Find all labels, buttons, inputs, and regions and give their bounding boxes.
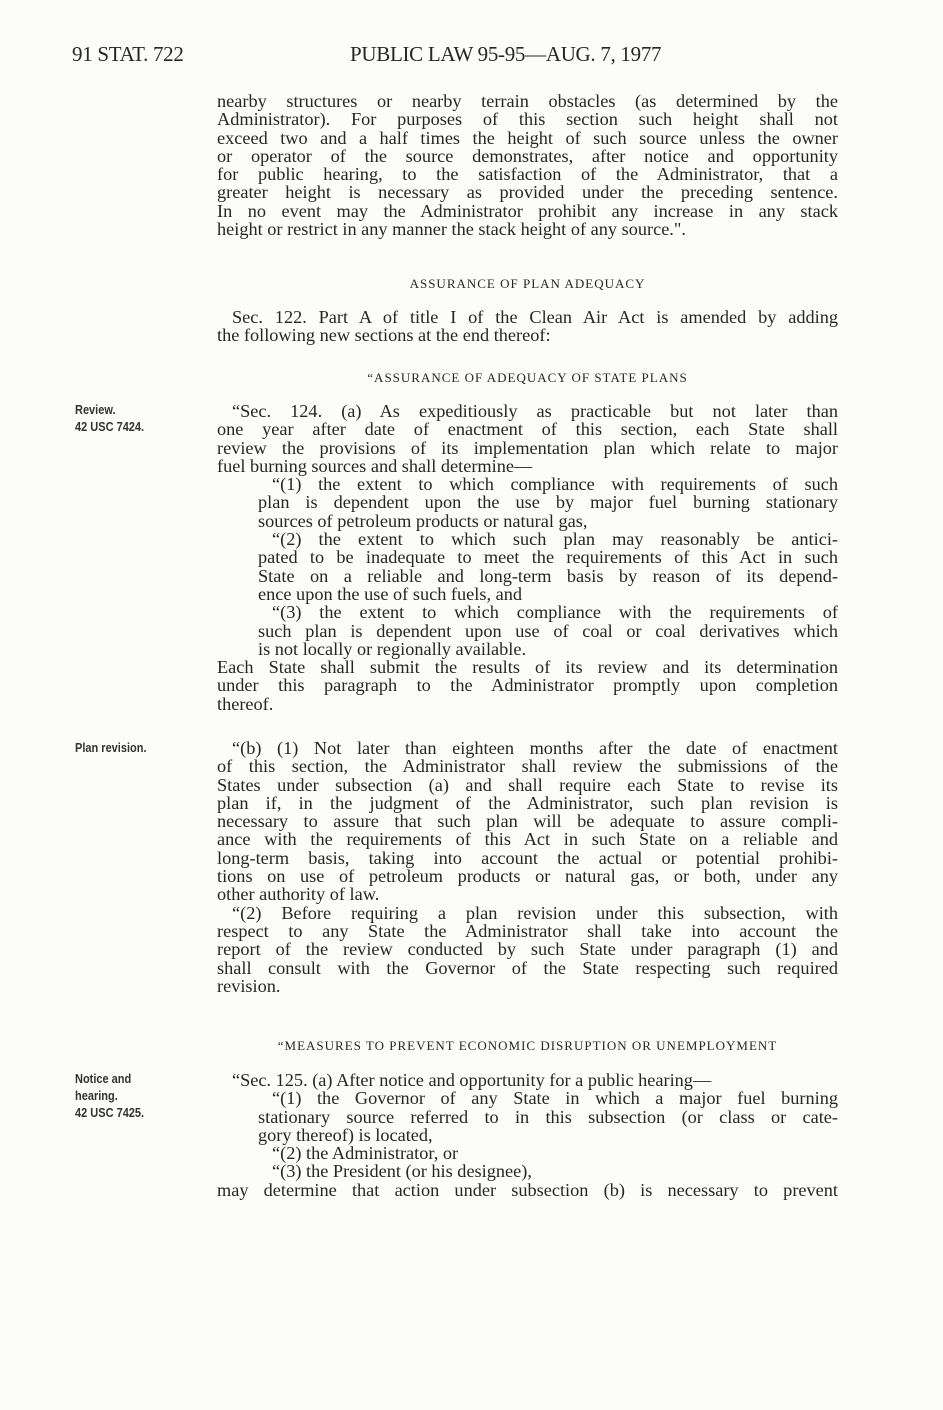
text-line: stationary source referred to in this subsection (or class or cate- xyxy=(258,1106,838,1127)
text-line: In no event may the Administrator prohibit any increase in any stack xyxy=(217,200,838,221)
text-line: Sec. 122. Part A of title I of the Clean Air Act is amended by adding xyxy=(232,307,838,327)
text-line: the following new sections at the end thereof: xyxy=(217,325,551,346)
text-line: Each State shall submit the results of its review and its determination xyxy=(217,657,838,678)
text-line: may determine that action under subsection (b) is necessary to prevent xyxy=(217,1179,838,1200)
text-line: height or restrict in any manner the stack height of any source.". xyxy=(217,219,686,240)
text-line: for public hearing, to the satisfaction of the Administrator, that a xyxy=(217,164,838,185)
text-line: is not locally or regionally available. xyxy=(258,638,527,659)
running-head: PUBLIC LAW 95-95—AUG. 7, 1977 xyxy=(350,42,662,66)
text-line: ance with the requirements of this Act in such State on a reliable and xyxy=(217,829,838,850)
text-line: “(3) the extent to which compliance with the requirements of xyxy=(272,602,838,623)
text-line: necessary to assure that such plan will be adequate to assure compli- xyxy=(217,811,838,832)
text-line: such plan is dependent upon use of coal or coal derivatives which xyxy=(258,620,838,641)
margin-note-line: Plan revision. xyxy=(75,741,147,755)
text-line: sources of petroleum products or natural gas, xyxy=(258,510,588,531)
text-line: under this paragraph to the Administrator promptly upon completion xyxy=(217,675,838,696)
margin-note-line: Review. xyxy=(75,403,116,417)
text-line: “Sec. 124. (a) As expeditiously as practicable but not later than xyxy=(232,401,838,421)
text-line: gory thereof) is located, xyxy=(258,1124,433,1145)
margin-note-review xyxy=(75,402,144,436)
text-line: ence upon the use of such fuels, and xyxy=(258,583,522,604)
text-line: States under subsection (a) and shall require each State to revise its xyxy=(217,774,838,795)
text-line: State on a reliable and long-term basis by reason of its depend- xyxy=(258,565,838,586)
margin-note-line: 42 USC 7425. xyxy=(75,1106,145,1120)
text-line: “(1) the Governor of any State in which a major fuel burning xyxy=(272,1088,838,1109)
text-line: nearby structures or nearby terrain obstacles (as determined by the xyxy=(217,91,838,111)
section-heading-state-plans: “ASSURANCE OF ADEQUACY OF STATE PLANS xyxy=(367,370,688,385)
text-block-sec-124a xyxy=(217,401,838,712)
text-line: “Sec. 125. (a) After notice and opportunity for a public hearing— xyxy=(232,1070,712,1090)
text-block-sec-125 xyxy=(217,1071,838,1199)
text-block-sec-122 xyxy=(217,307,838,344)
margin-note-plan-revision xyxy=(75,740,147,757)
text-line: “(b) (1) Not later than eighteen months after the date of enactment xyxy=(232,738,838,758)
text-block-stack-height xyxy=(217,92,838,238)
text-line: or operator of the source demonstrates, after notice and opportunity xyxy=(217,145,838,166)
text-line: one year after date of enactment of this section, each State shall xyxy=(217,419,838,440)
text-line: Administrator). For purposes of this section such height shall not xyxy=(217,109,838,130)
text-line: “(2) the extent to which such plan may reasonably be antici- xyxy=(272,529,838,550)
text-line: review the provisions of its implementation plan which relate to major xyxy=(217,437,838,458)
section-heading-economic-disruption: “MEASURES TO PREVENT ECONOMIC DISRUPTION OR UNEMPLOYMENT xyxy=(277,1038,778,1053)
text-line: “(2) the Administrator, or xyxy=(272,1143,459,1164)
text-line: revision. xyxy=(217,975,281,996)
text-line: other authority of law. xyxy=(217,884,380,905)
text-line: “(1) the extent to which compliance with requirements of such xyxy=(272,474,838,495)
text-line: of this section, the Administrator shall review the submissions of the xyxy=(217,756,838,777)
margin-note-line: 42 USC 7424. xyxy=(75,420,145,434)
text-block-sec-124b xyxy=(217,738,838,994)
text-line: “(3) the President (or his designee), xyxy=(272,1161,532,1182)
text-line: greater height is necessary as provided under the preceding sentence. xyxy=(217,182,838,203)
page-number: 91 STAT. 722 xyxy=(72,42,184,66)
text-line: pated to be inadequate to meet the requirements of this Act in such xyxy=(258,547,838,568)
section-heading-assurance-plan-adequacy: ASSURANCE OF PLAN ADEQUACY xyxy=(409,276,646,291)
text-line: report of the review conducted by such State under paragraph (1) and xyxy=(217,939,838,960)
text-line: fuel burning sources and shall determine— xyxy=(217,455,533,476)
text-line: tions on use of petroleum products or natural gas, or both, under any xyxy=(217,866,838,887)
text-line: plan if, in the judgment of the Administrator, such plan revision is xyxy=(217,792,838,813)
text-line: “(2) Before requiring a plan revision under this subsection, with xyxy=(232,902,838,923)
margin-note-notice-hearing xyxy=(75,1071,144,1122)
text-line: exceed two and a half times the height of such source unless the owner xyxy=(217,127,838,148)
text-line: long-term basis, taking into account the actual or potential prohibi- xyxy=(217,847,838,868)
margin-note-line: hearing. xyxy=(75,1089,118,1103)
text-line: thereof. xyxy=(217,693,274,714)
text-line: shall consult with the Governor of the State respecting such required xyxy=(217,957,838,978)
margin-note-line: Notice and xyxy=(75,1072,132,1086)
text-line: plan is dependent upon the use by major fuel burning stationary xyxy=(258,492,838,513)
text-line: respect to any State the Administrator shall take into account the xyxy=(217,920,838,941)
